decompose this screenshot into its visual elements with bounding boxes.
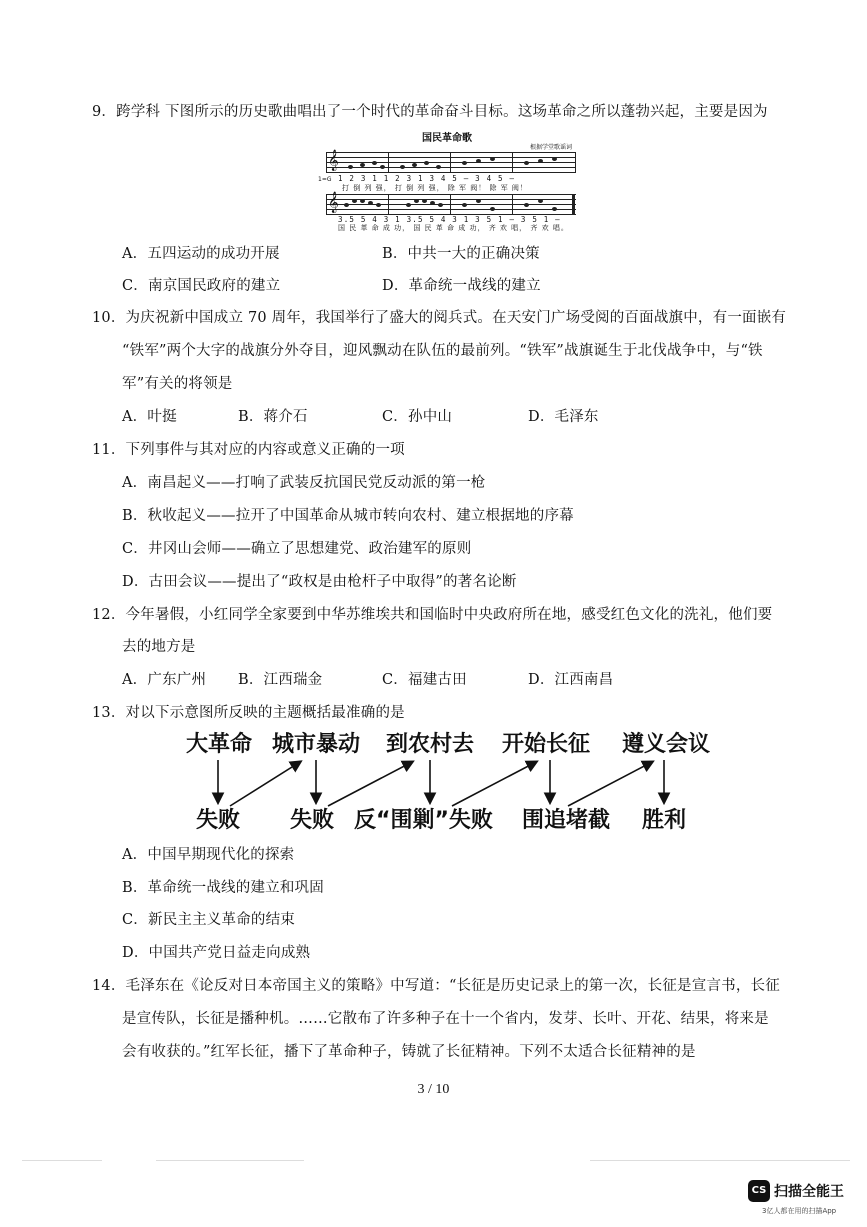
q10-stem-2: “铁军”两个大字的战旗分外夺目，迎风飘动在队伍的最前列。“铁军”战旗诞生于北伐战争中，与“铁	[122, 343, 763, 359]
node-top-3: 到农村去	[386, 732, 475, 757]
score-title: 国民革命歌	[422, 133, 472, 144]
node-bottom-3: 反“围剿”失败	[354, 808, 493, 833]
q9-option-b: B．中共一大的正确决策	[382, 246, 540, 262]
footer-divider	[22, 1160, 102, 1161]
q12-option-b: B．江西瑞金	[238, 672, 323, 688]
node-top-1: 大革命	[186, 732, 253, 757]
q10-stem-1: 10．为庆祝新中国成立 70 周年，我国举行了盛大的阅兵式。在天安门广场受阅的百面战旗中，有一面嵌有	[92, 310, 787, 326]
q13-option-c: C．新民主主义革命的结束	[122, 912, 295, 928]
score-numbers-2: 3.5 5 4 3 1 3.5 5 4 3 1 3 5 1 — 3 5 1 —	[338, 215, 561, 224]
q13-option-b: B．革命统一战线的建立和巩固	[122, 880, 324, 896]
footer-divider	[156, 1160, 304, 1161]
arrow-up-2	[328, 762, 412, 806]
q13-stem: 13．对以下示意图所反映的主题概括最准确的是	[92, 705, 405, 721]
q10-stem-3: 军”有关的将领是	[122, 376, 233, 392]
q12-option-d: D．江西南昌	[528, 672, 614, 688]
q11-option-c: C．井冈山会师——确立了思想建党、政治建军的原则	[122, 541, 472, 557]
node-top-5: 遵义会议	[622, 732, 711, 757]
diagram-arrows	[180, 726, 720, 842]
q10-option-d: D．毛泽东	[528, 409, 599, 425]
brand-name: 扫描全能王	[774, 1184, 844, 1200]
brand-tagline: 3亿人都在用的扫描App	[762, 1207, 837, 1215]
q9-option-a: A．五四运动的成功开展	[122, 246, 280, 262]
q10-option-b: B．蒋介石	[238, 409, 308, 425]
footer-divider	[590, 1160, 850, 1161]
q11-option-b: B．秋收起义——拉开了中国革命从城市转向农村、建立根据地的序幕	[122, 508, 574, 524]
q9-option-c: C．南京国民政府的建立	[122, 278, 281, 294]
q10-option-a: A．叶挺	[122, 409, 177, 425]
cs-logo-icon: CS	[748, 1180, 770, 1202]
arrow-up-1	[230, 762, 300, 806]
q14-stem-2: 是宣传队，长征是播种机。……它散布了许多种子在十一个省内，发芽、长叶、开花、结果，将来是	[122, 1011, 769, 1027]
arrow-up-4	[568, 762, 652, 806]
q13-diagram	[180, 726, 720, 842]
q12-option-a: A．广东广州	[122, 672, 207, 688]
node-bottom-4: 围追堵截	[522, 808, 611, 833]
score-note: 根据学堂歌谣词	[529, 144, 572, 151]
page-number: 3 / 10	[417, 1082, 450, 1097]
node-bottom-1: 失败	[196, 808, 241, 833]
q9-stem: 9．跨学科 下图所示的历史歌曲唱出了一个时代的革命奋斗目标。这场革命之所以蓬勃兴起，主要是因为	[92, 104, 768, 120]
node-top-2: 城市暴动	[272, 732, 361, 757]
q9-option-d: D．革命统一战线的建立	[382, 278, 541, 294]
scanner-watermark	[748, 1180, 858, 1220]
q14-stem-3: 会有收获的。”红军长征，播下了革命种子，铸就了长征精神。下列不太适合长征精神的是	[122, 1044, 696, 1060]
node-bottom-5: 胜利	[642, 808, 687, 833]
node-bottom-2: 失败	[290, 808, 335, 833]
staff-row-2	[326, 194, 576, 214]
q11-stem: 11．下列事件与其对应的内容或意义正确的一项	[92, 442, 405, 458]
q11-option-d: D．古田会议——提出了“政权是由枪杆子中取得”的著名论断	[122, 574, 517, 590]
q12-stem-1: 12．今年暑假，小红同学全家要到中华苏维埃共和国临时中央政府所在地，感受红色文化的洗礼，他们要	[92, 607, 773, 623]
q13-option-a: A．中国早期现代化的探索	[122, 847, 295, 863]
q11-option-a: A．南昌起义——打响了武装反抗国民党反动派的第一枪	[122, 475, 486, 491]
score-lyrics-2: 国 民 革 命 成 功， 国 民 革 命 成 功， 齐 欢 唱， 齐 欢 唱。	[338, 224, 569, 232]
q13-option-d: D．中国共产党日益走向成熟	[122, 945, 311, 961]
q10-option-c: C．孙中山	[382, 409, 453, 425]
q12-stem-2: 去的地方是	[122, 639, 196, 655]
staff-row-1	[326, 152, 576, 172]
score-tempo: 1=G	[318, 176, 332, 183]
score-numbers-1: 1 2 3 1 1 2 3 1 3 4 5 — 3 4 5 —	[338, 174, 516, 183]
q14-stem-1: 14．毛泽东在《论反对日本帝国主义的策略》中写道：“长征是历史记录上的第一次，长征是宣言书，长征	[92, 978, 780, 994]
score-lyrics-1: 打 倒 列 强， 打 倒 列 强， 除 军 阀！ 除 军 阀！	[342, 184, 528, 192]
q9-song-score: 国民革命歌 根据学堂歌谣词 𝄞 1=G 1 2 3 1 1 2 3 1 3 4 5 — 3 4 5 — 打 倒 列 强， 打 倒 列 强， 除 军 阀！ 除 军 阀！ 𝄞 3.5 5 4 3 1 3.5 5 4 3 1 3 5 1 — 3 5 1 — 国 民 革 命 成 功， 国 民 革 命 成 功， 齐 欢 唱， 齐 欢 唱。	[316, 126, 578, 232]
node-top-4: 开始长征	[502, 732, 591, 757]
q12-option-c: C．福建古田	[382, 672, 467, 688]
arrow-up-3	[452, 762, 536, 806]
